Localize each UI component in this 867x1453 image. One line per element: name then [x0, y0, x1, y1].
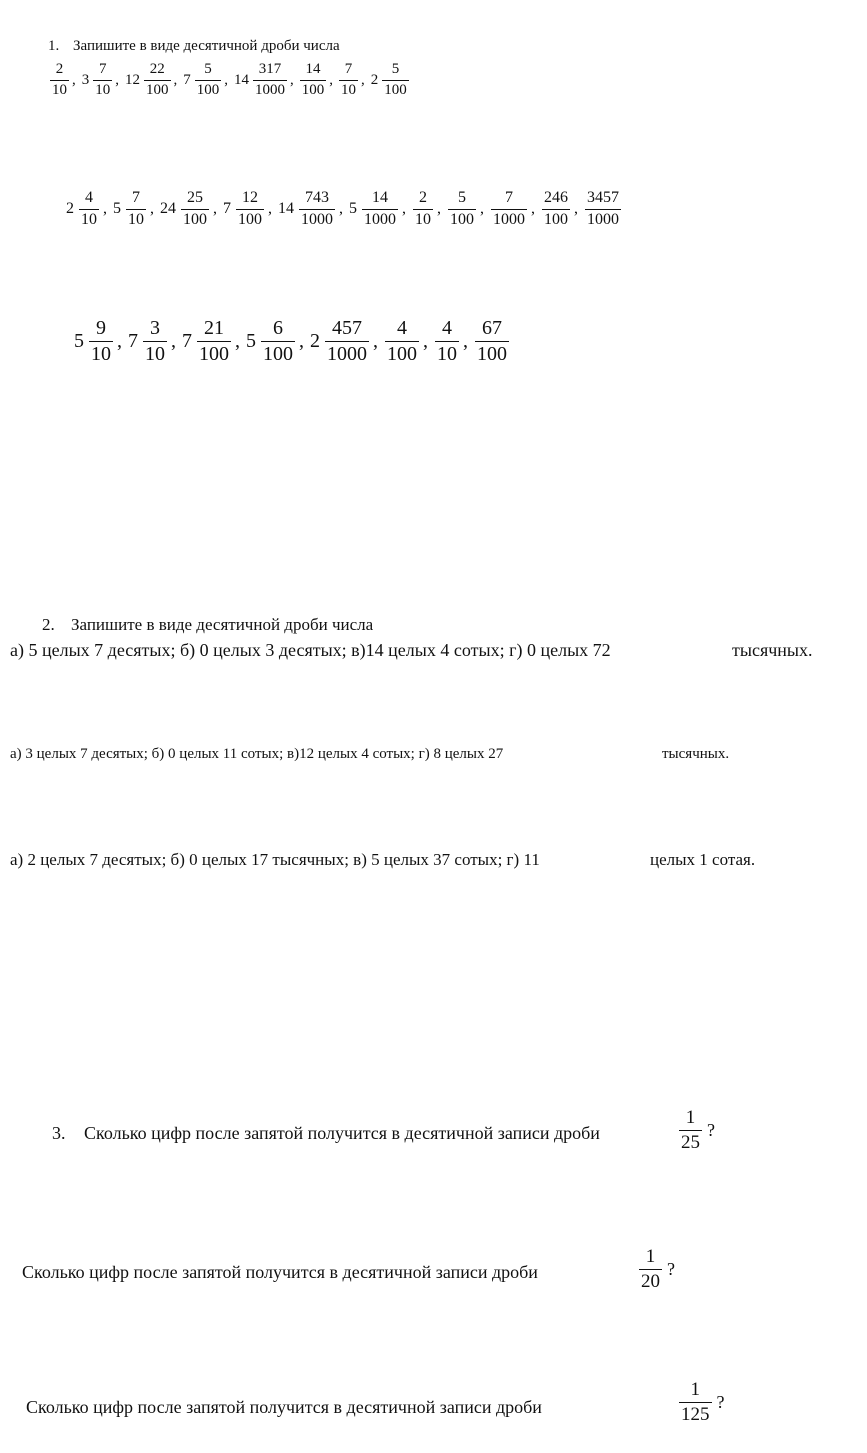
- fraction-row-3: [74, 318, 510, 365]
- numerator: 317: [258, 61, 282, 77]
- task3-q1-numerator: 1: [685, 1107, 696, 1128]
- comma-separator: ,: [329, 71, 333, 88]
- task2-line-3-text: а) 2 целых 7 десятых; б) 0 целых 17 тысячных; в) 5 целых 37 сотых; г) 11: [10, 850, 540, 869]
- numerator: 2: [55, 61, 64, 77]
- comma-separator: ,: [72, 71, 76, 88]
- fraction: [414, 190, 432, 229]
- task2-line-2-tail: тысячных.: [662, 746, 730, 762]
- denominator: 100: [301, 81, 325, 98]
- comma-separator: ,: [224, 71, 228, 88]
- task1-heading: [48, 38, 340, 55]
- numerator: 14: [372, 189, 388, 206]
- mixed-number: [384, 318, 420, 365]
- whole-part: 24: [160, 200, 176, 218]
- whole-part: 7: [128, 330, 138, 352]
- whole-part: 5: [113, 200, 121, 218]
- denominator: 100: [477, 343, 507, 365]
- numerator: 12: [242, 189, 258, 206]
- denominator: 1000: [364, 210, 396, 228]
- denominator: 100: [196, 81, 220, 98]
- task3-q2-denominator: 20: [641, 1270, 660, 1292]
- task3-q3-numerator: 1: [690, 1379, 700, 1400]
- whole-part: 2: [370, 71, 379, 88]
- fraction: [182, 190, 208, 229]
- fraction: [449, 190, 475, 229]
- task3-question-3: [26, 1397, 542, 1418]
- fraction: [543, 190, 569, 229]
- fraction: [363, 190, 397, 229]
- denominator: 100: [450, 210, 474, 228]
- numerator: 6: [273, 317, 283, 339]
- mixed-number: [128, 318, 168, 365]
- comma-separator: ,: [480, 200, 484, 218]
- mixed-number: [82, 62, 113, 99]
- whole-part: 5: [74, 330, 84, 352]
- comma-separator: ,: [290, 71, 294, 88]
- numerator: 67: [482, 317, 502, 339]
- denominator: 10: [52, 81, 67, 98]
- mixed-number: [541, 190, 571, 229]
- numerator: 246: [544, 189, 568, 206]
- fraction: [90, 318, 112, 365]
- denominator: 100: [183, 210, 207, 228]
- comma-separator: ,: [117, 330, 122, 352]
- denominator: 100: [199, 343, 229, 365]
- mixed-number: [182, 318, 232, 365]
- denominator: 100: [146, 81, 169, 98]
- numerator: 25: [187, 189, 203, 206]
- denominator: 1000: [255, 81, 285, 98]
- comma-separator: ,: [115, 71, 119, 88]
- mixed-number: [339, 62, 358, 99]
- mixed-number: [223, 190, 265, 229]
- denominator: 1000: [587, 210, 619, 228]
- mixed-number: [278, 190, 336, 229]
- numerator: 21: [204, 317, 224, 339]
- mixed-number: [474, 318, 510, 365]
- fraction: [326, 318, 368, 365]
- comma-separator: ,: [268, 200, 272, 218]
- task2-line-3-tail: целых 1 сотая.: [650, 850, 756, 869]
- mixed-number: [50, 62, 69, 99]
- fraction: [198, 318, 230, 365]
- task3-question-3-text: Сколько цифр после запятой получится в десятичной записи дроби: [26, 1397, 542, 1417]
- comma-separator: ,: [299, 330, 304, 352]
- fraction: [80, 190, 98, 229]
- task3-fraction-3: [678, 1380, 725, 1425]
- fraction: [145, 62, 170, 99]
- task3-question-1: [52, 1123, 600, 1144]
- whole-part: 5: [246, 330, 256, 352]
- numerator: 457: [332, 317, 362, 339]
- mixed-number: [234, 62, 287, 99]
- comma-separator: ,: [171, 330, 176, 352]
- comma-separator: ,: [213, 200, 217, 218]
- task2-line-1-tail: тысячных.: [732, 640, 813, 660]
- fraction-row-1: [50, 62, 409, 99]
- denominator: 10: [415, 210, 431, 228]
- whole-part: 2: [66, 200, 74, 218]
- numerator: 9: [96, 317, 106, 339]
- fraction: [436, 318, 458, 365]
- fraction: [492, 190, 526, 229]
- comma-separator: ,: [373, 330, 378, 352]
- numerator: 7: [99, 61, 107, 77]
- comma-separator: ,: [531, 200, 535, 218]
- mixed-number: [371, 62, 409, 99]
- task2-heading: [42, 615, 373, 635]
- fraction: [262, 318, 294, 365]
- comma-separator: ,: [235, 330, 240, 352]
- denominator: 10: [437, 343, 457, 365]
- fraction: [144, 318, 166, 365]
- task3-fraction-2: [638, 1247, 675, 1292]
- whole-part: 12: [125, 71, 140, 88]
- task3-number: 3.: [52, 1123, 66, 1143]
- numerator: 5: [391, 61, 400, 77]
- denominator: 100: [384, 81, 407, 98]
- mixed-number: [246, 318, 296, 365]
- task3-question-1-text: Сколько цифр после запятой получится в десятичной записи дроби: [84, 1123, 600, 1143]
- whole-part: 7: [182, 330, 192, 352]
- comma-separator: ,: [103, 200, 107, 218]
- mixed-number: [349, 190, 399, 229]
- comma-separator: ,: [574, 200, 578, 218]
- task3-fraction-1: [678, 1108, 715, 1153]
- mixed-number: [113, 190, 147, 229]
- comma-separator: ,: [423, 330, 428, 352]
- numerator: 7: [505, 189, 513, 206]
- task1-title: Запишите в виде десятичной дроби числа: [73, 38, 340, 54]
- fraction: [300, 190, 334, 229]
- task2-line-1: [10, 640, 611, 661]
- task3-question-2: [22, 1262, 538, 1283]
- denominator: 1000: [327, 343, 367, 365]
- task3-q2-qmark: ?: [667, 1258, 675, 1279]
- fraction: [254, 62, 286, 99]
- comma-separator: ,: [339, 200, 343, 218]
- denominator: 10: [145, 343, 165, 365]
- denominator: 1000: [301, 210, 333, 228]
- numerator: 743: [305, 189, 329, 206]
- mixed-number: [160, 190, 210, 229]
- numerator: 7: [344, 61, 353, 77]
- task2-line-1-text: а) 5 целых 7 десятых; б) 0 целых 3 десятых; в)14 целых 4 сотых; г) 0 целых 72: [10, 640, 611, 660]
- comma-separator: ,: [402, 200, 406, 218]
- mixed-number: [447, 190, 477, 229]
- numerator: 4: [442, 317, 452, 339]
- mixed-number: [66, 190, 100, 229]
- task3-q2-numerator: 1: [645, 1246, 656, 1267]
- whole-part: 14: [278, 200, 294, 218]
- fraction: [94, 62, 111, 99]
- whole-part: 14: [234, 71, 249, 88]
- fraction: [196, 62, 221, 99]
- numerator: 5: [458, 189, 466, 206]
- denominator: 10: [341, 81, 356, 98]
- task3-q3-denominator: 125: [681, 1403, 710, 1425]
- denominator: 100: [544, 210, 568, 228]
- task3-q1-qmark: ?: [707, 1119, 715, 1140]
- mixed-number: [300, 62, 327, 99]
- task3-question-2-text: Сколько цифр после запятой получится в десятичной записи дроби: [22, 1262, 538, 1282]
- numerator: 7: [132, 189, 140, 206]
- fraction: [237, 190, 263, 229]
- task2-number: 2.: [42, 615, 55, 634]
- fraction: [586, 190, 620, 229]
- mixed-number: [412, 190, 434, 229]
- whole-part: 7: [183, 71, 191, 88]
- numerator: 4: [85, 189, 93, 206]
- mixed-number: [125, 62, 171, 99]
- whole-part: 5: [349, 200, 357, 218]
- task2-line-2-text: а) 3 целых 7 десятых; б) 0 целых 11 сотых; в)12 целых 4 сотых; г) 8 целых 27: [10, 746, 504, 762]
- fraction: [127, 190, 145, 229]
- mixed-number: [584, 190, 622, 229]
- numerator: 2: [419, 189, 427, 206]
- numerator: 14: [305, 61, 321, 77]
- task2-line-2: [10, 746, 503, 763]
- comma-separator: ,: [463, 330, 468, 352]
- mixed-number: [434, 318, 460, 365]
- fraction: [386, 318, 418, 365]
- mixed-number: [74, 318, 114, 365]
- mixed-number: [490, 190, 528, 229]
- whole-part: 2: [310, 330, 320, 352]
- comma-separator: ,: [437, 200, 441, 218]
- numerator: 3: [150, 317, 160, 339]
- fraction: [51, 62, 68, 99]
- comma-separator: ,: [150, 200, 154, 218]
- comma-separator: ,: [173, 71, 178, 88]
- denominator: 10: [81, 210, 97, 228]
- denominator: 100: [238, 210, 262, 228]
- denominator: 10: [95, 81, 111, 98]
- task2-line-3: [10, 850, 540, 870]
- task2-title: Запишите в виде десятичной дроби числа: [71, 615, 374, 634]
- task1-number: 1.: [48, 38, 60, 54]
- fraction: [340, 62, 357, 99]
- denominator: 100: [387, 343, 417, 365]
- task3-q3-qmark: ?: [716, 1391, 725, 1412]
- mixed-number: [183, 62, 221, 99]
- denominator: 1000: [493, 210, 525, 228]
- denominator: 10: [128, 210, 144, 228]
- fraction: [301, 62, 326, 99]
- fraction: [476, 318, 508, 365]
- whole-part: 7: [223, 200, 231, 218]
- fraction-row-2: [66, 190, 622, 229]
- numerator: 4: [397, 317, 407, 339]
- numerator: 3457: [587, 189, 619, 206]
- denominator: 100: [263, 343, 293, 365]
- denominator: 10: [91, 343, 111, 365]
- numerator: 5: [204, 61, 212, 77]
- numerator: 22: [149, 61, 165, 77]
- comma-separator: ,: [361, 71, 365, 88]
- fraction: [383, 62, 408, 99]
- task3-q1-denominator: 25: [681, 1131, 700, 1153]
- mixed-number: [310, 318, 370, 365]
- whole-part: 3: [81, 71, 90, 88]
